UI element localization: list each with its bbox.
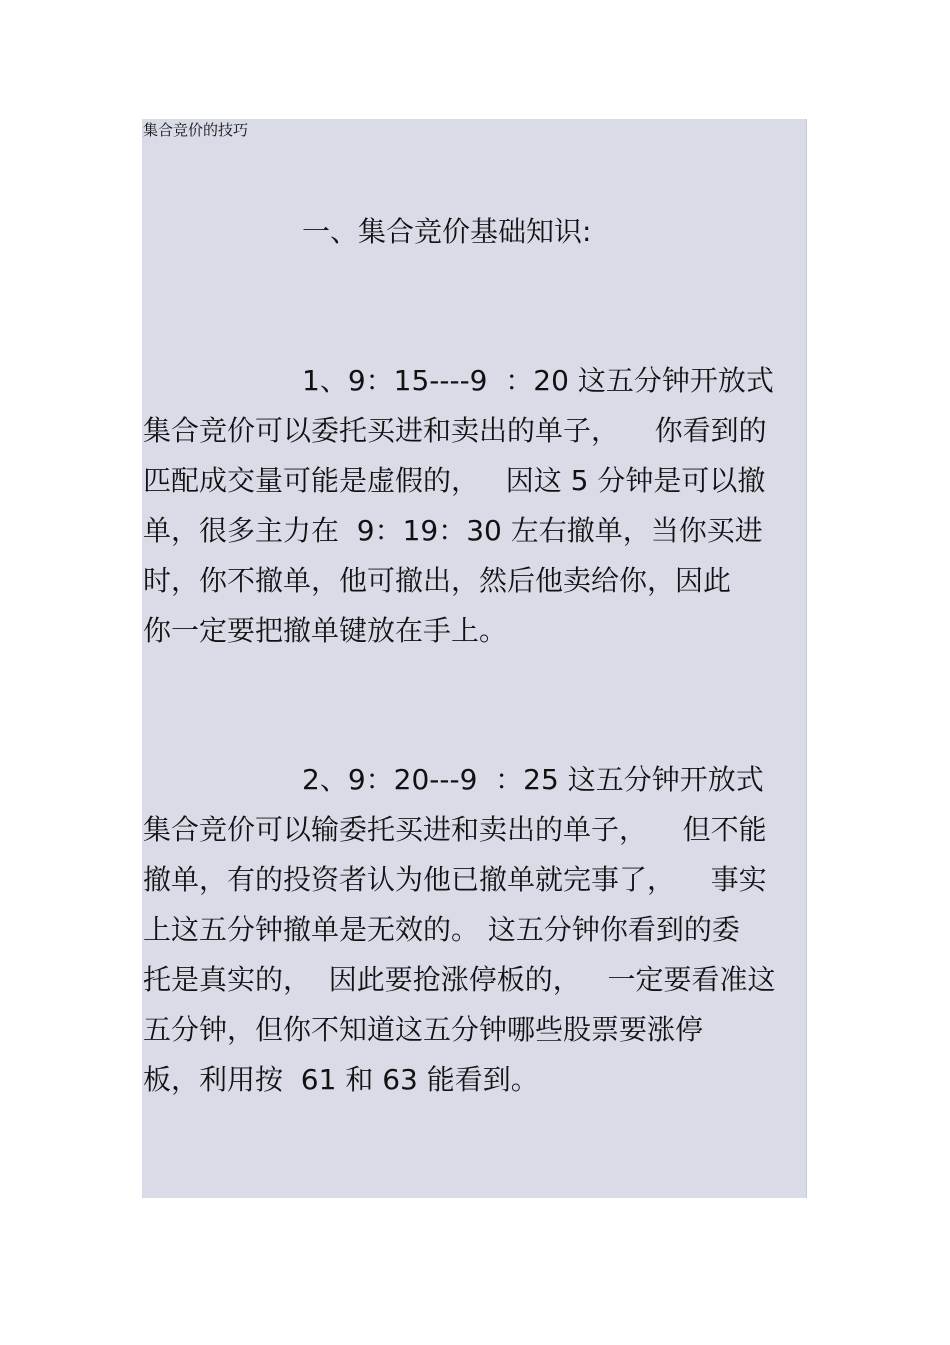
paragraph-line: 集合竞价可以委托买进和卖出的单子， 你看到的 [143, 414, 767, 447]
paragraph-1 [143, 356, 803, 656]
paragraph-line: 托是真实的， 因此要抢涨停板的， 一定要看准这 [143, 963, 776, 996]
paragraph-line: 你一定要把撤单键放在手上。 [143, 614, 508, 647]
paragraph-line: 五分钟，但你不知道这五分钟哪些股票要涨停 [143, 1013, 704, 1046]
paragraph-line: 时，你不撤单，他可撤出，然后他卖给你，因此 [143, 564, 732, 597]
paragraph-line: 1、9：15----9 ：20 这五分钟开放式 [302, 364, 774, 397]
paragraph-line: 集合竞价可以输委托买进和卖出的单子， 但不能 [143, 813, 767, 846]
paragraph-2 [143, 755, 803, 1105]
paragraph-line: 2、9：20---9 ：25 这五分钟开放式 [302, 763, 764, 796]
paragraph-line: 匹配成交量可能是虚假的， 因这 5 分钟是可以撤 [143, 464, 766, 497]
section-heading: 一、集合竞价基础知识: [302, 215, 592, 248]
paragraph-line: 上这五分钟撤单是无效的。 这五分钟你看到的委 [143, 913, 740, 946]
paragraph-line: 撤单，有的投资者认为他已撤单就完事了， 事实 [143, 863, 767, 896]
paragraph-line: 单，很多主力在 9：19：30 左右撤单，当你买进 [143, 514, 763, 547]
paragraph-line: 板，利用按 61 和 63 能看到。 [143, 1063, 539, 1096]
document-title: 集合竞价的技巧 [143, 121, 249, 139]
